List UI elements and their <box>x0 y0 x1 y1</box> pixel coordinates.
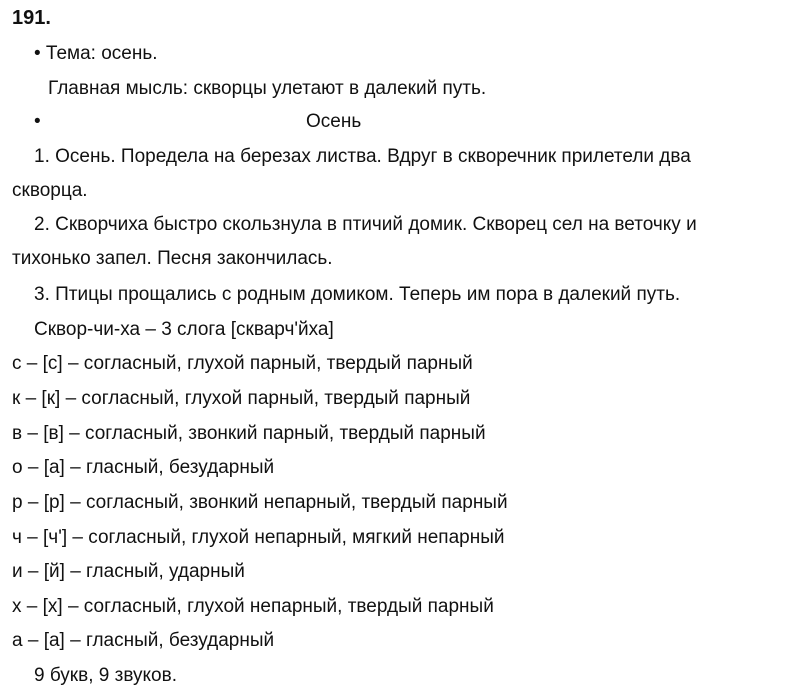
plan-bullet: • <box>34 111 41 132</box>
analysis-line: к – [к] – согласный, глухой парный, твердый парный <box>12 388 471 409</box>
plan-item-3: 3. Птицы прощались с родным домиком. Теперь им пора в далекий путь. <box>34 284 681 305</box>
analysis-line: в – [в] – согласный, звонкий парный, твердый парный <box>12 423 486 444</box>
analysis-line: о – [а] – гласный, безударный <box>12 457 275 478</box>
analysis-line: х – [х] – согласный, глухой непарный, твердый парный <box>12 596 494 617</box>
analysis-line: с – [с] – согласный, глухой парный, твердый парный <box>12 353 473 374</box>
summary-line: 9 букв, 9 звуков. <box>34 665 177 686</box>
plan-item-2-continued: тихонько запел. Песня закончилась. <box>12 248 333 269</box>
plan-item-1: 1. Осень. Поредела на березах листва. Вдруг в скворечник прилетели два <box>34 146 691 167</box>
exercise-number: 191. <box>12 7 51 29</box>
plan-title: Осень <box>306 111 362 132</box>
topic-line: • Тема: осень. <box>34 43 158 64</box>
plan-item-2: 2. Скворчиха быстро скользнула в птичий домик. Скворец сел на веточку и <box>34 214 697 235</box>
analysis-line: ч – [ч'] – согласный, глухой непарный, мягкий непарный <box>12 527 505 548</box>
analysis-line: а – [а] – гласный, безударный <box>12 630 275 651</box>
analysis-line: и – [й] – гласный, ударный <box>12 561 245 582</box>
main-idea-line: Главная мысль: скворцы улетают в далекий путь. <box>48 78 487 99</box>
syllables-line: Сквор-чи-ха – 3 слога [скварч'йха] <box>34 319 334 340</box>
analysis-line: р – [р] – согласный, звонкий непарный, твердый парный <box>12 492 508 513</box>
plan-item-1-continued: скворца. <box>12 180 88 201</box>
